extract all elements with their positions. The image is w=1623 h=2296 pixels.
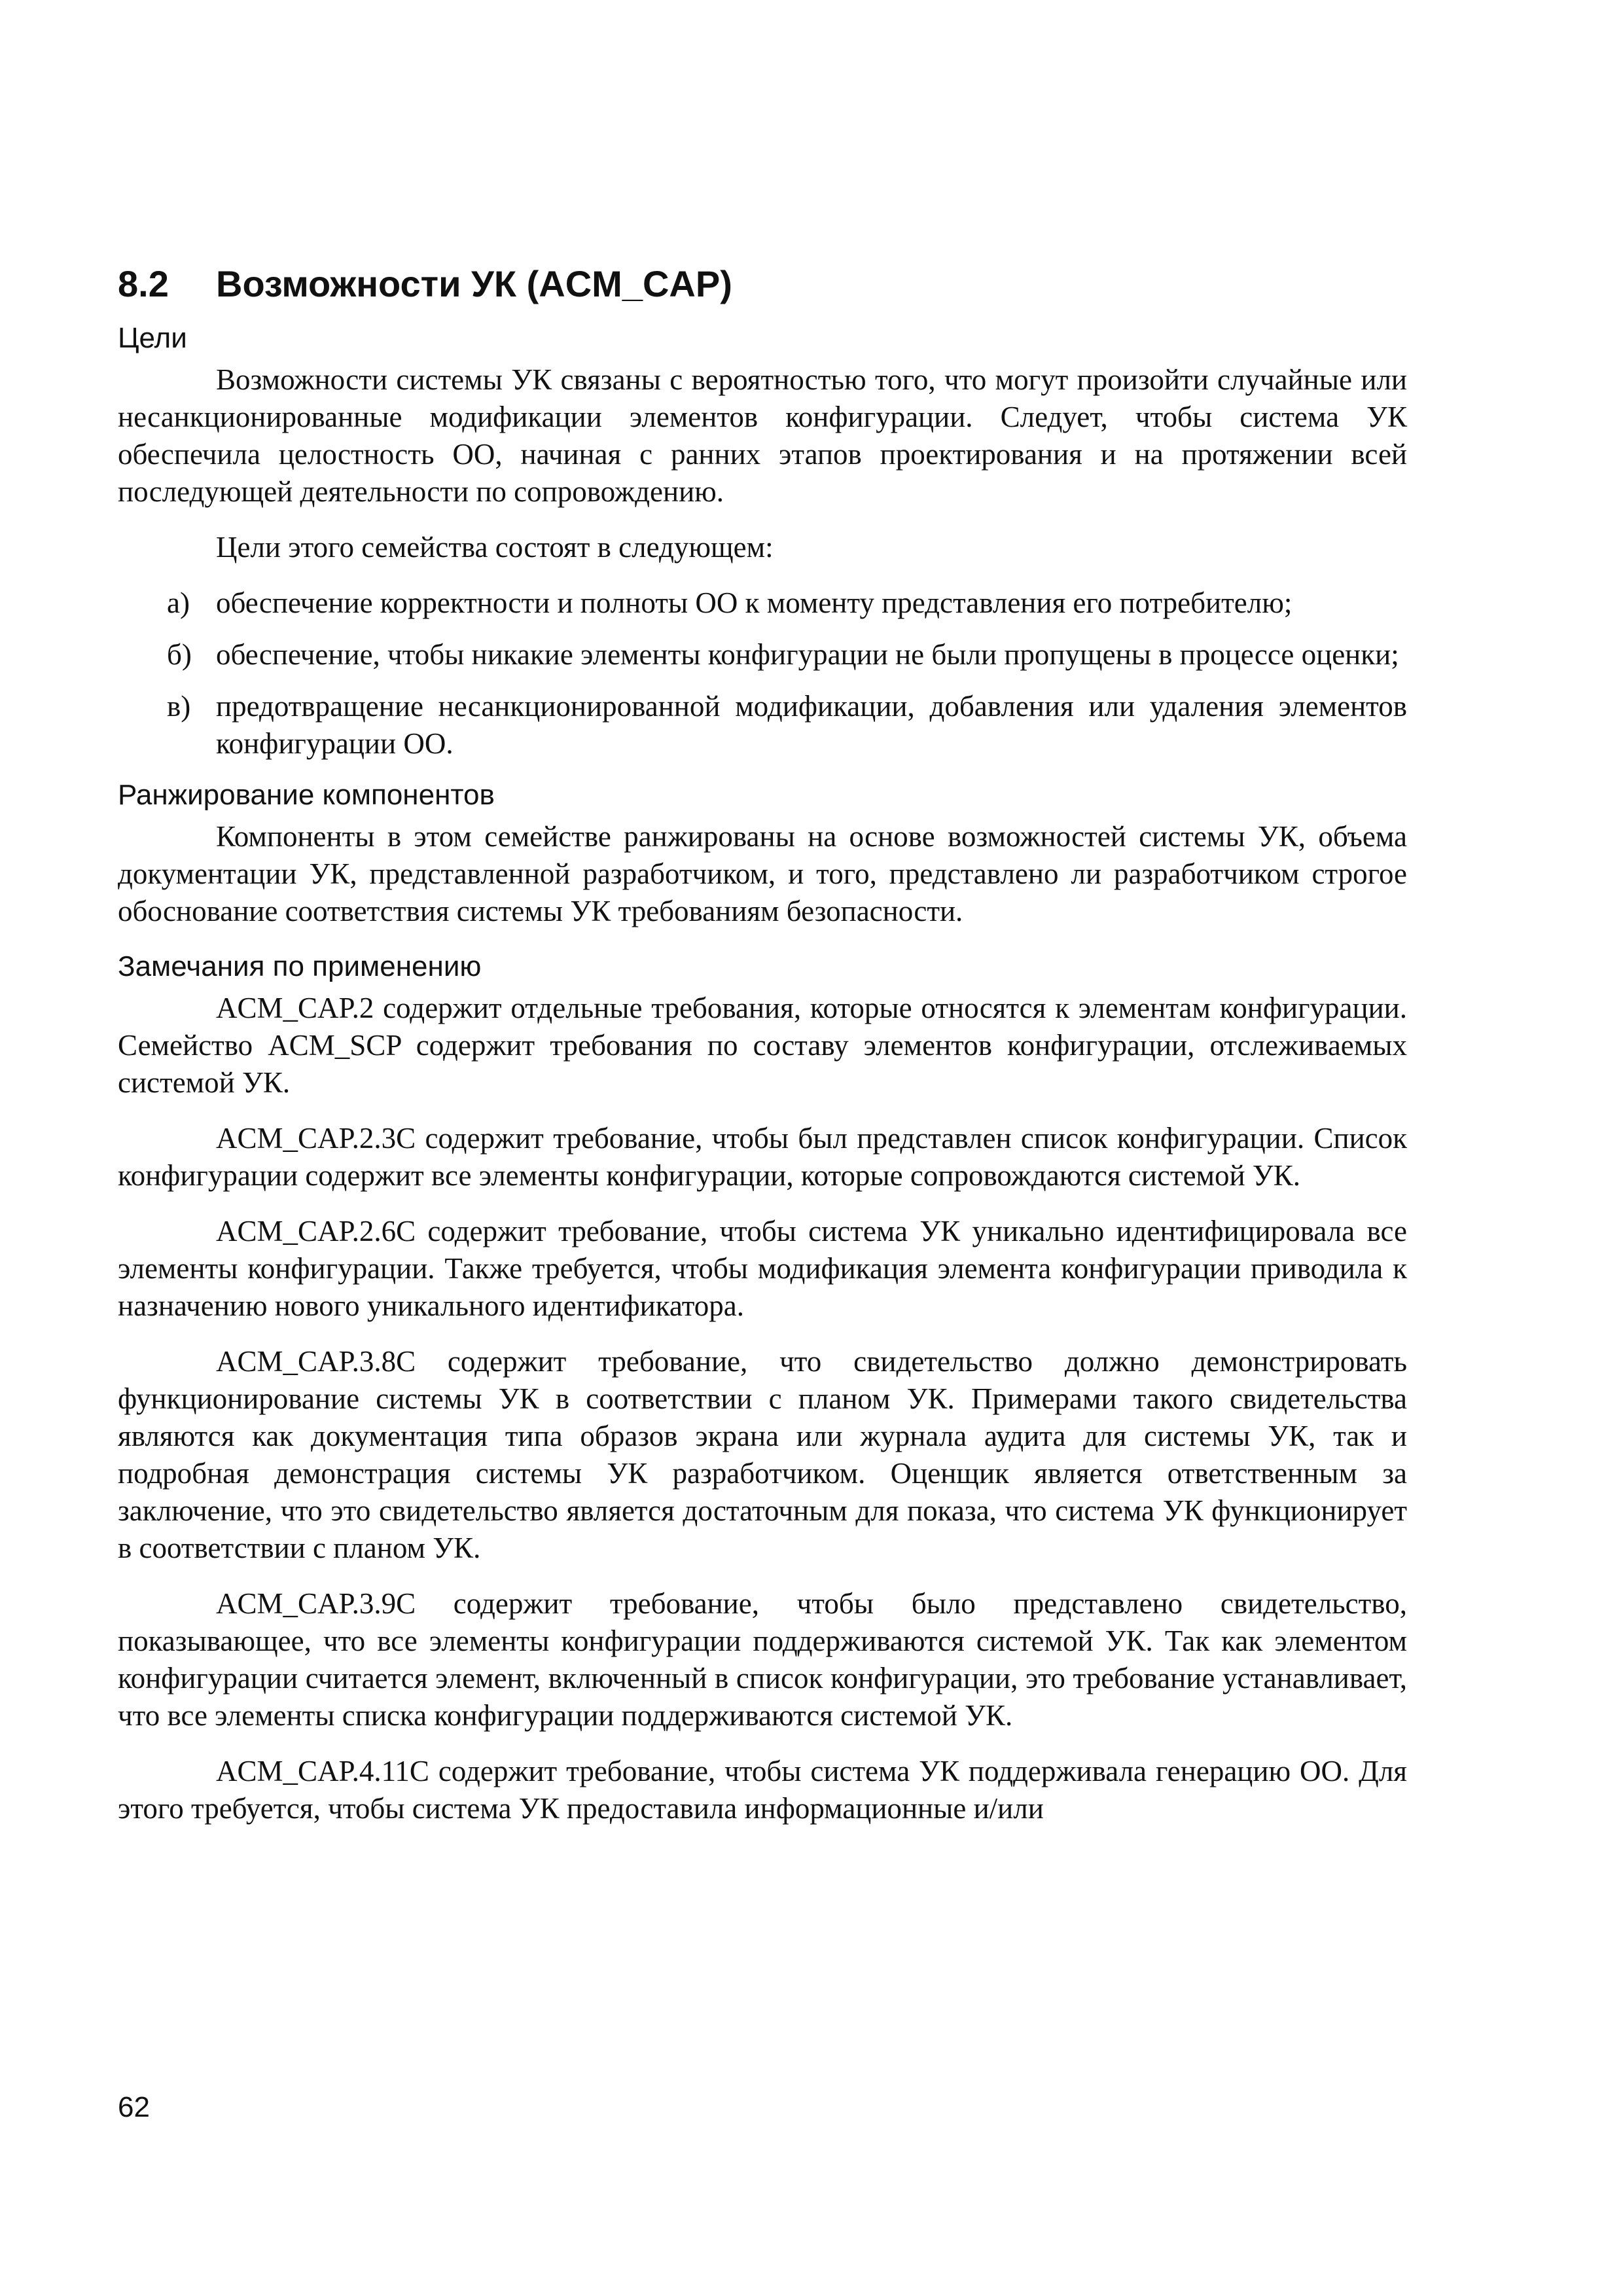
paragraph: ACM_CAP.2 содержит отдельные требования, которые относятся к элементам конфигурации. Семейство ACM_SCP содержит требования по составу элементов конфигурации, отслеживаемых системой УК. <box>118 992 1407 1100</box>
section-number: 8.2 <box>118 263 169 304</box>
list-item <box>118 636 1407 673</box>
paragraph: Цели этого семейства состоят в следующем: <box>216 531 774 564</box>
list-item <box>118 688 1407 762</box>
paragraph: ACM_CAP.4.11C содержит требование, чтобы система УК поддерживала генерацию ОО. Для этого требуется, чтобы система УК предоставила информационные и/или <box>118 1755 1407 1825</box>
list-item-text: предотвращение несанкционированной модификации, добавления или удаления элементов конфигурации ОО. <box>216 690 1407 761</box>
section-title: Возможности УК (ACM_CAP) <box>216 263 732 304</box>
goals-list <box>118 584 1407 762</box>
list-marker: б) <box>167 638 192 672</box>
paragraph: ACM_CAP.3.8C содержит требование, что свидетельство должно демонстрировать функционирование системы УК в соответствии с планом УК. Примерами такого свидетельства являются как документация типа образов экрана или журнала аудита для системы УК, так и подробная демонстрация системы УК разработчиком. Оценщик является ответственным за заключение, что это свидетельство является достаточным для показа, что система УК функционирует в соответствии с планом УК. <box>118 1345 1407 1565</box>
paragraph: ACM_CAP.3.9C содержит требование, чтобы было представлено свидетельство, показывающее, что все элементы конфигурации поддерживаются системой УК. Так как элементом конфигурации считается элемент, включенный в список конфигурации, это требование устанавливает, что все элементы списка конфигурации поддерживаются системой УК. <box>118 1587 1407 1732</box>
list-marker: а) <box>167 586 190 620</box>
subheading-ranking: Ранжирование компонентов <box>118 779 495 812</box>
section-heading <box>118 262 1407 306</box>
paragraph: Возможности системы УК связаны с вероятностью того, что могут произойти случайные или несанкционированные модификации элементов конфигурации. Следует, чтобы система УК обеспечила целостность ОО, начиная с ранних этапов проектирования и на протяжении всей последующей деятельности по сопровождению. <box>118 363 1407 509</box>
subheading-goals: Цели <box>118 322 187 355</box>
list-marker: в) <box>167 690 191 723</box>
paragraph: ACM_CAP.2.6C содержит требование, чтобы система УК уникально идентифицировала все элементы конфигурации. Также требуется, чтобы модификация элемента конфигурации приводила к назначению нового уникального идентификатора. <box>118 1215 1407 1323</box>
paragraph: ACM_CAP.2.3C содержит требование, чтобы был представлен список конфигурации. Список конфигурации содержит все элементы конфигурации, которые сопровождаются системой УК. <box>118 1122 1407 1193</box>
list-item-text: обеспечение корректности и полноты ОО к моменту представления его потребителю; <box>216 586 1293 620</box>
document-page <box>118 262 1407 1846</box>
page-number: 62 <box>118 2091 150 2123</box>
list-item <box>118 584 1407 622</box>
list-item-text: обеспечение, чтобы никакие элементы конфигурации не были пропущены в процессе оценки; <box>216 638 1399 672</box>
paragraph: Компоненты в этом семействе ранжированы на основе возможностей системы УК, объема документации УК, представленной разработчиком, и того, представлено ли разработчиком строгое обоснование соответствия системы УК требованиям безопасности. <box>118 820 1407 928</box>
subheading-application-notes: Замечания по применению <box>118 950 482 983</box>
